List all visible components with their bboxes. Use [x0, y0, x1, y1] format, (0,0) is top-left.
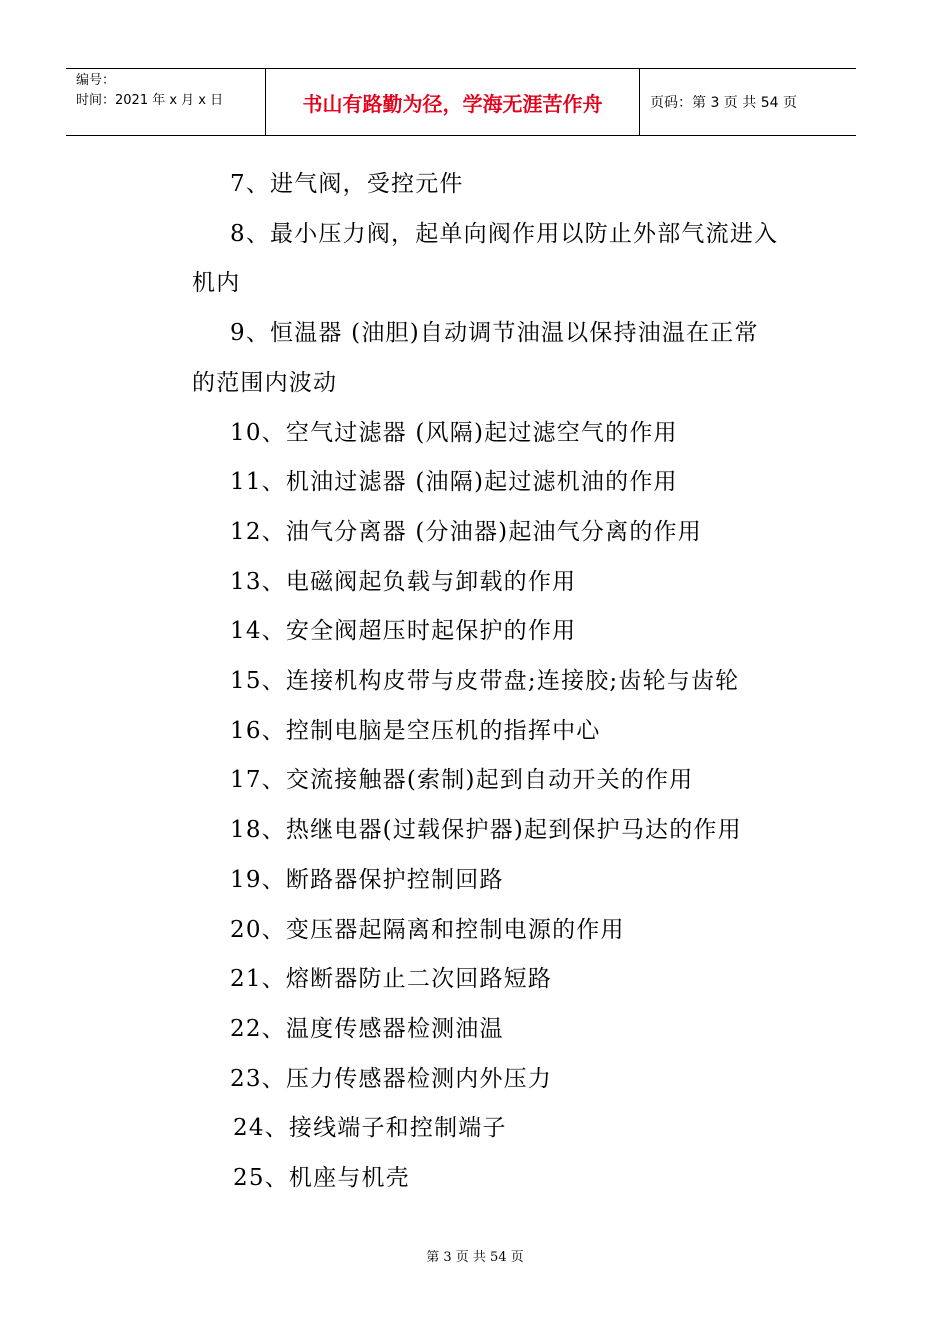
list-item: 13、电磁阀起负载与卸载的作用: [230, 568, 577, 595]
list-item: 9、恒温器 (油胆)自动调节油温以保持油温在正常的范围内波动: [192, 320, 759, 396]
list-item: 12、油气分离器 (分油器)起油气分离的作用: [230, 518, 702, 545]
list-item: 17、交流接触器(索制)起到自动开关的作用: [230, 767, 694, 794]
list-item: 25、机座与机壳: [233, 1165, 410, 1192]
list-item: 18、热继电器(过载保护器)起到保护马达的作用: [230, 817, 742, 844]
list-item: 7、进气阀，受控元件: [230, 171, 464, 197]
list-item: 19、断路器保护控制回路: [230, 866, 504, 893]
list-item: 8、最小压力阀，起单向阀作用以防止外部气流进入机内: [192, 220, 779, 297]
document-number-label: 编号：: [76, 73, 116, 88]
list-item: 14、安全阀超压时起保护的作用: [230, 618, 577, 645]
list-item: 15、连接机构皮带与皮带盘;连接胶;齿轮与齿轮: [230, 668, 740, 695]
list-item: 22、温度传感器检测油温: [230, 1015, 504, 1042]
list-item: 23、压力传感器检测内外压力: [230, 1065, 553, 1092]
list-item: 20、变压器起隔离和控制电源的作用: [230, 916, 625, 943]
page-header: [66, 68, 856, 136]
list-item: 11、机油过滤器 (油隔)起过滤机油的作用: [230, 469, 678, 496]
page-footer: 第 3 页 共 54 页: [426, 1250, 524, 1265]
document-time-label: 时间：2021 年 x 月 x 日: [76, 93, 224, 108]
list-item: 21、熔断器防止二次回路短路: [230, 966, 553, 993]
header-page-info: 页码：第 3 页 共 54 页: [650, 95, 797, 111]
header-meta: [66, 69, 266, 135]
document-body: [192, 160, 782, 1204]
list-item: 16、控制电脑是空压机的指挥中心: [230, 717, 601, 744]
list-item: 10、空气过滤器 (风隔)起过滤空气的作用: [230, 419, 678, 446]
list-item: 24、接线端子和控制端子: [233, 1115, 507, 1142]
header-motto: 书山有路勤为径，学海无涯苦作舟: [266, 69, 640, 135]
